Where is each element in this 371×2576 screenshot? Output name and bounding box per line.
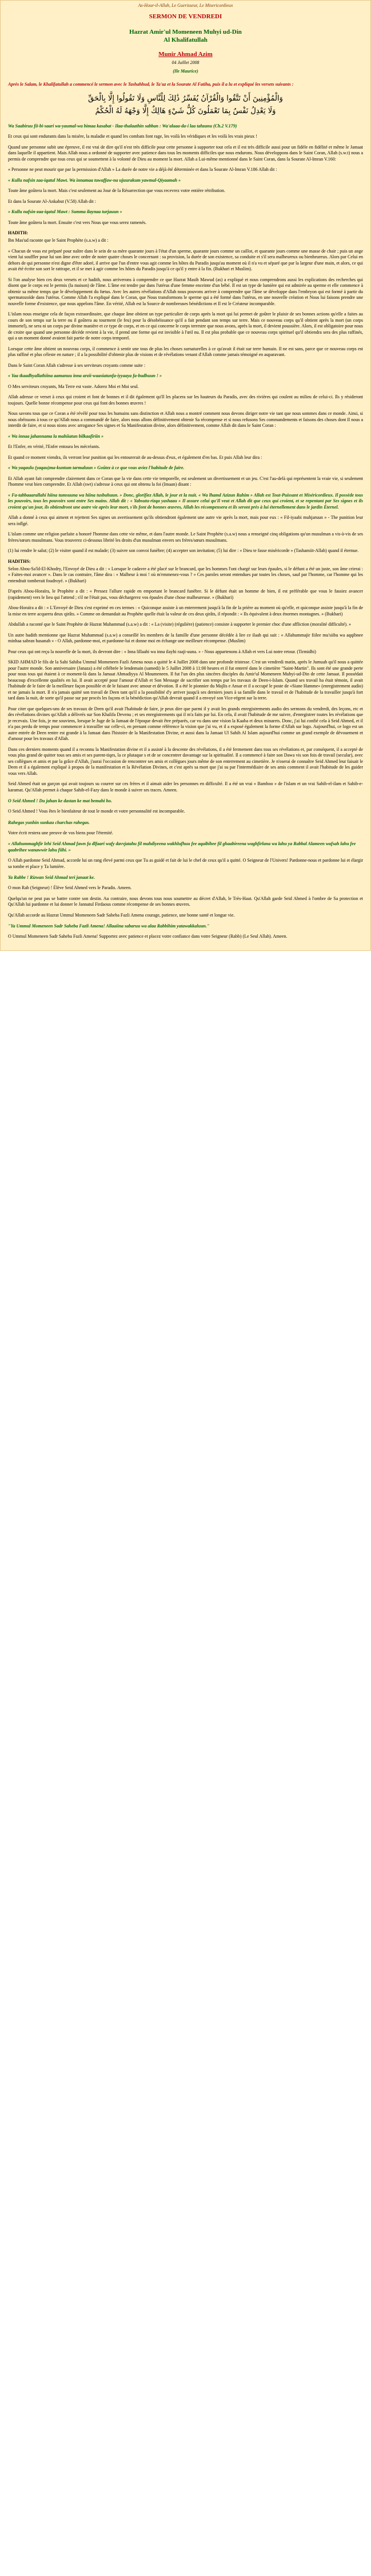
quote: « Fa-tabbaaarallahi hiina tumsuuna wa hiina tusbuhuun. » Donc, glorifiez Allah, le jour et la nuit. « Wa lhamd Azizun Rahim » Allah est Tout-Puissant et Miséricordieux. Il possède tous les pouvoirs, tous les pouvoirs sont entre Ses mains. Allah dit : « Yabsutu-rizqa yashaau » Il assure celui qu'Il veut et Allah dit que ceux qui croient, et se repentant par Ses signes et ils croient qu'un jour, ils obtiendront une autre vie après leur mort, s'ils font de bonnes œuvres, Allah les récompensera et ils seront près à lui éternellement dans le jardin Éternel.: [8, 492, 363, 510]
quote: « Kullu nafsin zaa-iqatul Mawt. Wa innamaa tuwaffaw-na ujuurakum yawmal-Qiyaamah »: [8, 177, 181, 183]
paragraph: Abou-Horaïra a dit : « L'Envoyé de Dieu s'est exprimé en ces termes : « Quiconque assiste à un enterrement jusqu'à la fin de la prière au moment où qu'elle, et quiconque assiste jusqu'à la fin de la mise en terre acquerra deux qirâts. » Comme on demandait au Prophète quelle était la valeur de ces deux qirâts, il répondit : « Ils équivalent à deux énormes montagnes. » (Bukhari): [8, 605, 363, 617]
paragraph: Et Allah ayant fait comprendre clairement dans ce Coran que la vie dans cette vie temporelle, est seulement un divertissement et un jeu. C'est l'au-delà qui représentent la vraie vie, si seulement l'homme veut bien comprendre. Et Allah (swt) s'adresse à ceux qui ont obtenu la foi (Imaan) disant :: [8, 475, 363, 487]
arabic-verse-line-1: وَالْمُؤْمِنِينَ أَنْ تَتَّقُوا وَالْقُرْآنُ يُفَسِّرُ ذَٰلِكَ لِلْنَّاسِ وَلَا تَقُولُوا إِلَّا بِالْحَقِّ: [88, 94, 283, 103]
hadith-heading: HADITH:: [8, 230, 29, 235]
paragraph: Allah a donné à ceux qui aiment et rejettent Ses signes un avertissement qu'ils obtiendront également une autre vie après la mort, mais pour eux : « Fil-iyaabi muhjaruun » - The punition leur sera inflgé.: [8, 515, 363, 526]
sermon-page: [0, 0, 371, 951]
sermon-place: (Ile Maurice): [173, 69, 198, 74]
paragraph: Si l'on analyse bien ces deux versets et ce hadith, nous arriverons à comprendre ce que Hazrat Masih Mawud (as) a expliqué et nous comprendrons aussi les explications des recherches qui disent que le corps est le permis (la maison) de l'âme. L'âme est tendre par dans l'utérus d'une femme enceinte d'un bébé. Il est un type de lumière qui est admirée au sperme et elle commence à obtenir sa même temps que le développement du fœtus. Avec les autres révélations d'Allah nous pouvons arriver à comprendre que l'âme se développe dans l'embryon qui est formé à partir du spermatozoïde dans l'utérus. Comme Allah l'a expliqué dans le Coran, que Nous transformons le sperme qui a été formé dans l'utérus, en une nouvelle création et Nous lui faisons prendre une nouvelle forme d'existence, que nous appelons l'âme. En vérité, Allah est la Source de nombreuses bénédictions et Il est le Créateur incomparable.: [8, 277, 363, 306]
paragraph: Et l'Enfer, en vérité, l'Enfer entoura les mécréants.: [8, 444, 100, 449]
obligations-list: (1) lui rendre le salut; (2) le visiter quand il est malade; (3) suivre son convoi funèbre; (4) accepter son invitation; (5) lui dire : « Dieu te fasse miséricorde » (Tashamiit-Allah) quand il éternue.: [8, 548, 359, 553]
quote: « Kullu nafsin-zaa-iqatul Mawt : Summa ilaynaa turjauun »: [8, 209, 122, 214]
page-title: SERMON DE VENDREDI: [149, 13, 222, 20]
paragraph: Allah adresse ce verset à ceux qui croient et font de bonnes et il dit également qu'Il les placera sur les hauteurs du Paradis, avec des rivières qui coulent au milieu de celui-ci. Ils y résideront toujours. Quelle bonne récompense pour ceux qui font des bonnes œuvres !: [8, 394, 363, 406]
paragraph: SKID AHMAD le fils de la Sahi Sahiba Ummul Momeneen Fazli Amena nous a quitté le 4 Juillet 2008 dans une profonde tristesse. C'est un vendredi matin, après le Jumuah qu'il nous a quittée pour l'autre monde. Son anniversaire (Janaza) a été célébrée le lendemain (samedi) le 5 Juillet 2008 à 11:00 heures et il fut enterré dans le cimetière "Saint-Martin". Ils sont été une grande perte pour nous tous qui étaient à ce moment-là dans la Jamaat Ahmadiyya Al Moumeneen. Il fut l'un des plus sincères disciples du Amir'ul Momeneen Muhyi-ud-Din de cette Jamaat. Il possédait beaucoup d'excellente qualités en lui. Il avait accepté pour l'amour d'Allah et Son Message de sacrifier son temps par les travaux de Deen-i-Islam. Quand ses travail ha était témoin, il avait l'habitude de le faire de la meilleure façon possible et de le faisant avec amour et dévotion. Il a été le pionnier du Majlis e Ansar et il a occupé le poste de «Siane Hamme» (enregistrement audio) et ne jamais la mort. Il n'a jamais quitté son travail de Deen tant qu'il a la possibilité d'y arriver jusqu'à ses derniers jours à sa famille dans le travail et de l'habitude de la travailler jusqu'à fort tard dans la nuit, de sorte qu'il passe sur par procès les façons et la bénédiction qu'Allah devrait quand il a envoyé son Vice-régent sur la terre.: [8, 659, 363, 701]
paragraph: Quand une personne subit une épreuve, il est vrai de dire qu'il n'est très difficile pour cette personne à supporter tout cela et il est très difficile aussi pour un fidèle en fidélité et même le Jamaat dans laquelle il appartient. Mais Allah nous a ordonné de supporter avec patience dans tous les moments difficiles que nous endurons. Nous développons dans le Saint Coran, Allah (s.w.t) nous a permis de comprendre que tous ceux qui se soumettent à la volonté de Dieu au moment la mort. Allah a Lui-même mentionné dans le Saint Coran, dans la Sourate Al-Imran V.160:: [8, 144, 363, 162]
paragraph: L'islam nous enseigne cela de façon extraordinaire, que chaque âme obtient un type particulier de corps après la mort qui lui permet de goûter le plaisir de ses bonnes actions qu'elle a faites au cours de son temps sur la terre ou il goûtera au tourment (le feu) pour la désobéissance qu'il a fait pendant son temps sur terre. Mais ce nouveau corps qu'il obtient après la mort (un corps immortel), ne sera ni un corps par divine manière et ce type de corps, et en ce qui concerne le corps terrestre que nous avons, après la mort, il devient poussière. Alors, il est obligatoire pour nous de croire que quand une personne décède revient à la vie, il prend une forme qui est invisible à l'œil nu. Il est plus probable que ce nouveau corps spirituel qu'il obtiendra sera des plus raffinés, qui a un moment donné avaient fait partie de notre corps temporel.: [8, 311, 363, 341]
paragraph: Dans le Saint Coran Allah s'adresse à ses serviteurs croyants comme suite :: [8, 362, 146, 368]
paragraph: Qu'Allah accorde au Hazrat Ummul Momeneen Sadr Saheba Fazli Amena courage, patience, une bonne santé et longue vie.: [8, 912, 235, 918]
paragraph: Et dans la Sourate Al-Ankabut (V.58) Allah dit :: [8, 198, 96, 204]
speaker-name: Munir Ahmad Azim: [158, 51, 213, 58]
paragraph: O mon Rab (Seigneur) ! Élève Seid Ahmed vers le Paradis. Ameen.: [8, 885, 132, 890]
quote: « Wa yaqaulu (yaqau)ma-kuntum tarmaluun » Goûtez à ce que vous aviez l'habitude de faire.: [8, 465, 185, 470]
paragraph: Seid Ahmed était un garçon qui avait toujours su courrer sur ces frères et il aimait aider les personnes en difficulté. Il a été un vrai « Bamboo » de l'islam et un vrai Sahib-el-ilam et Sahib-e-karamat. Qu'Allah permet à chaque Sahib-el-Fazy dans le monde à suivre ses traces. Ameen.: [8, 781, 363, 793]
paragraph: Lorsque cette âme obtient un nouveau corps, il commence à sentir une tous de plus les choses surnaturelles à ce qu'avait il était sur terre humain. Il ne est sans, parce que ce nouveau corps est plus raffiné et plus céleste en nature ; il a la possibilité d'obtenir plus de visions et de révélations venant d'Allah comme jamais témoigné en auparavant.: [8, 346, 363, 357]
paragraph: O Mes serviteurs croyants, Ma Terre est vaste. Adorez Moi et Moi seul.: [8, 383, 139, 389]
tribute-line: Ya Rabbe ! Rizwan Seid Ahmad teri janaat ke.: [8, 875, 95, 880]
transliteration: Wa Saabiruu fii-bi-saari wa-yaumal-wa bimaa kasabat - Ilaa-thalaathin sabban : Wa'alaaa-da-i laa tahzanu (Ch.2 V.179): [8, 123, 237, 129]
paragraph: Selon Abou-Sa'îd-El-Khodry, l'Envoyé de Dieu a dit : « Lorsque le cadavre a été placé sur le brancard, que les hommes l'ont chargé sur leurs épaules, si le défunt a été un juste, son âme crierai : « Faites-moi avancer ». Dans le cas contraire, l'âme dira : « Malheur à moi ! où m'emmenez-vous ? » Ces paroles seront entendues par toutes les choses, sauf par l'homme, car l'homme qui les entendrait tomberait foudroyé. » (Bukhari): [8, 566, 363, 583]
subtitle-line-2: Al Khalifatullah: [163, 37, 208, 43]
paragraph: Abdullah a raconté que le Saint Prophète de Hazrat Muhammad (s.a.w) a dit : « La (visite) (régulière) (patience) consiste à supporter le premier choc d'une affliction (moralité difficulté). »: [8, 622, 352, 627]
paragraph: Ibn Mas'ud raconte que le Saint Prophète (s.a.w) a dit :: [8, 238, 109, 243]
quote: « Wa innaa jahannama la mahiiatun bilkaafiriin »: [8, 433, 104, 439]
paragraph: « Personne ne peut mourir que par la permission d'Allah » La durée de notre vie a déjà été déterminée et dans la Sourate Al-Imran V.186 Allah dit :: [8, 167, 277, 172]
arabic-verse-line-2: وَلَا يَعْدِلُ نَفْسٌ بِمَا تَعْمَلُونَ كُلُّ شَيْءٍ هَالِكٌ إِلَّا وَجْهَهُ لَهُ الْحُكْمُ: [95, 106, 276, 115]
paragraph: Nous savons tous que ce Coran a été révélé pour tous les humains sans distinction et Allah nous a montré comment nous devons diriger notre vie tant que nous sommes dans ce monde. Ainsi, si nous obéissons à tous ce qu'Allah nous a commandé de faire, alors nous allons définitivement obtenir Sa récompense et si nous refusons Ses commandements et faisons des choses dont Il nous a interdit de faire, et si nous nions avec arrogance Ses signes et Sa Manifestation divine, alors définitivement, comme Allah dit dans le Saint Coran :: [8, 411, 363, 428]
paragraph: O Seid Ahmed ! Vous êtes le bienfaiteur de tout le monde et votre personnalité est incomparable.: [8, 809, 185, 814]
paragraph: Votre écrit restera une preuve de vos biens pour l'éternité.: [8, 830, 113, 835]
quote: « Yaa tkaadhyallathiina aamanuu inna arzii-waasiatunfa-iyyaaya fa-budhuun ! »: [8, 373, 162, 378]
paragraph: Dans ces derniers moments quand il a reconnu la Manifestation divine et il a assisté à la descente des révélations, il a été fermement dans tous ses révélations et, par conséquent, il a accepté de vous plus grand de quitter tous ses amis et ses parent-tiqes, la ce plutaque s et de se concentrer davantage sur la spiritualité. Il a commencé à faire son Dawa vis son fois de travail (secular), avec ses collègues et amis et par la grâce d'Allah, j'aurai l'occasion de rencontrer ses amis et collègues jours même de son enterrement au cimetière. Je n'oserai de connaître Seid Ahmed leur faisait le Deen et il a également expliqué à propos de la manifestation et la Révélation Divines, et c'est après sa mort que j'ai su par l'intermédiaire de ses amis comment il avait l'habitude de les guider vous vers Allah.: [8, 746, 363, 776]
intro-paragraph: Après le Salam, le Khalifatullah a commencé le sermon avec le Tashahhud, le Ta'uz et la Sourate Al Fatiha, puis il a lu et expliqué les versets suivants :: [8, 82, 294, 87]
paragraph: O Ummul Momeneen Sadr Saheba Fazli Amena! Supportez avec patience et placez votre confiance dans votre Seigneur (Rabb) (Le Seul Allah). Ameen.: [8, 934, 288, 939]
hadiths-heading: HADITHS:: [8, 558, 31, 564]
paragraph: Quelqu'un ne peut pas se battre contre son destin. Au contraire, nous devons tous nous soumettre au décret d'Allah, le Très-Haut. Qu'Allah garde Seid Ahmed à l'ombre de Sa protection et Qu'Allah lui pardonne et lui donner le Jannatul Firdaous comme récompense de ses bonnes œuvres.: [8, 895, 363, 907]
paragraph: Et ceux qui sont endurants dans la misère, la maladie et quand les combats font rage, les voilà les véridiques et les voilà les vrais pieux !: [8, 134, 257, 139]
paragraph: « Chacun de vous est préparé pour naître dans le sein de sa mère quarante jours à l'état d'un sperme, quarante jours comme un caillot, et quarante jours comme une masse de chair ; puis un ange vient lui souffler pour lui son âme avec ordre de noter quatre choses le concernant : sa provision, la durée de son existence, sa conduite et s'il sera malheureux ou bienheureux. Alors par Celui en dehors de qui personne n'est digne d'être adoré, il arrive que l'un d'entre vous agit comme les hôtes du Paradis jusqu'au moment où il n'a vu et séparé que par la largeur d'une main, et alors, ce qui avait été écrite son sort le rattrape, et il se met à agir comme les hôtes du Paradis jusqu'à ce qu'il y entre à la fin. (Bukhari et Muslim).: [8, 248, 363, 271]
paragraph: Et quand ce moment viendra, ils verront leur punition qui les entourerait de au-dessus d'eux, et également d'en bas. Et puis Allah leur dira :: [8, 454, 262, 460]
paragraph: D'après Abou-Horaïra, le Prophète a dit : « Pressez l'allure rapide en emportant le brancard funèbre. Si le défunt était un homme de bien, il est préférable que vous le fassiez avancer (rapidement) vers le lieu qui l'attend ; s'il ne l'était pas, vous déchargerez vos épaules d'une chose malheureuse. » (Bukhari): [8, 589, 363, 600]
paragraph: Pour ceux qui ont reçu la nouvelle de la mort, ils devront dire : « Inna lillaahi wa inna ilayhi raaji-uuna. » - Nous appartenons à Allah et vers Lui notre retour. (Tirmidhi): [8, 649, 316, 654]
subtitle-line-1: Hazrat Amir'ul Momeneen Muhyi ud-Din: [129, 29, 242, 35]
header-invocation: As-Hour-il-Allah, Le Guerisseur, Le Misericordieux: [138, 3, 233, 8]
tribute-line: Rahegas yunhin sunkau charchas rahegas.: [8, 819, 90, 825]
subtitle: [8, 28, 363, 44]
paragraph: Pour citer que quelques-uns de ses travaux de Deen qu'il avait l'habitude de faire, je peux dire que parmi il y avait les grands enregistrements audio des sermons du vendredi, des leçons, etc et des révélations divines qu'Allah a délivrés sur Son Khalifa Devenu ; et ses enregistrements qui il m'a faits par lui. En cela, il avait l'habitude de me suivre, d'enregistrer toutes les révélations que je recevais. Une fois, je me souviens, lorsque le Juge de la Jamaat de l'époque devait être préparés, car vu dans une vision la Kaaba et deux minarets. Donc, j'ai lui confié cela à Seid Ahmed, et il n'a pas perdu de temps pour commencer à travailler sur celle-ci, en prenant comme référence la vision que j'ai vu, et il a exposé également la forme d'Allah sur logo. Aujourd'hui, ce logo est un autre entrée de Deen rentre est grande à la Jamaat dans l'histoire de la Manifestation Divine, et aussi dans la Jamaat Ul Sahih Al Islam aujourd'hui comme un grand exemple de dévouement et d'amour pour les travaux d'Allah.: [8, 706, 363, 741]
arabic-verse: [8, 93, 363, 118]
sermon-date: 04 Juillet 2008: [171, 60, 200, 65]
paragraph: Un autre hadith mentionne que Hazrat Muhammad (s.a.w) a conseillé les membres de la famille d'une personne décédée à lire ce ilaah qui suit : « Allahummajir fiilee mu'siibu wa aqqibnee minhaa sabran hasanah » - O Allah, pardonne-moi, et pardonne-lui et donne moi en échange une meilleure récompense. (Muslim): [8, 632, 363, 643]
tribute-line: "Ya Ummul Momeneen Sadr Saheba Fazli Amena! Allaaiina sabaruu wa alaa Rabbihim yatawakkaluun.": [8, 923, 210, 929]
paragraph: L'islam comme une religion parfaite a honoré l'homme dans cette vie même, et dans l'autre monde. Le Saint Prophète (s.a.w) nous a renseigné cinq obligations qu'un musulman a vis-à-vis de ses frères/sœurs musulmans. Vous trouverez ci-dessous librité les droits d'un musulman envers ses frères/sœurs musulmans.: [8, 531, 363, 543]
paragraph: Toute âme goûtera la mort. Mais c'est seulement au Jour de la Résurrection que vous recevrez votre entière rétribution.: [8, 188, 225, 193]
prayer-arabic-transliteration: « Allahummaghfir lehi Seid Ahmad fawn fa dlfaari wafy davvjatahu fil mahdiyeena wakhlufhuu fee aqaibihee fil ghaabireena waghfirlana wa lahu ya Rabbal Alameen wafsah lahu fee qaabrihee wanawwir lahu fiihi. »: [8, 841, 356, 853]
paragraph: Toute âme goûtera la mort. Ensuite c'est vers Nous que vous serez ramenés.: [8, 219, 147, 225]
tribute-line: O Seid Ahmed ! Du jahan ke dastan ke mat bemahi ho.: [8, 798, 112, 803]
paragraph: O Allah pardonne Seid Ahmad, accorde lui un rang élevé parmi ceux que Tu as guidé et fait de lui le chef de ceux qu'il a quitté. O Seigneur de l'Univers! Pardonne-nous et pardonne lui et élargir sa tombe et place y Ta lumière.: [8, 858, 363, 869]
